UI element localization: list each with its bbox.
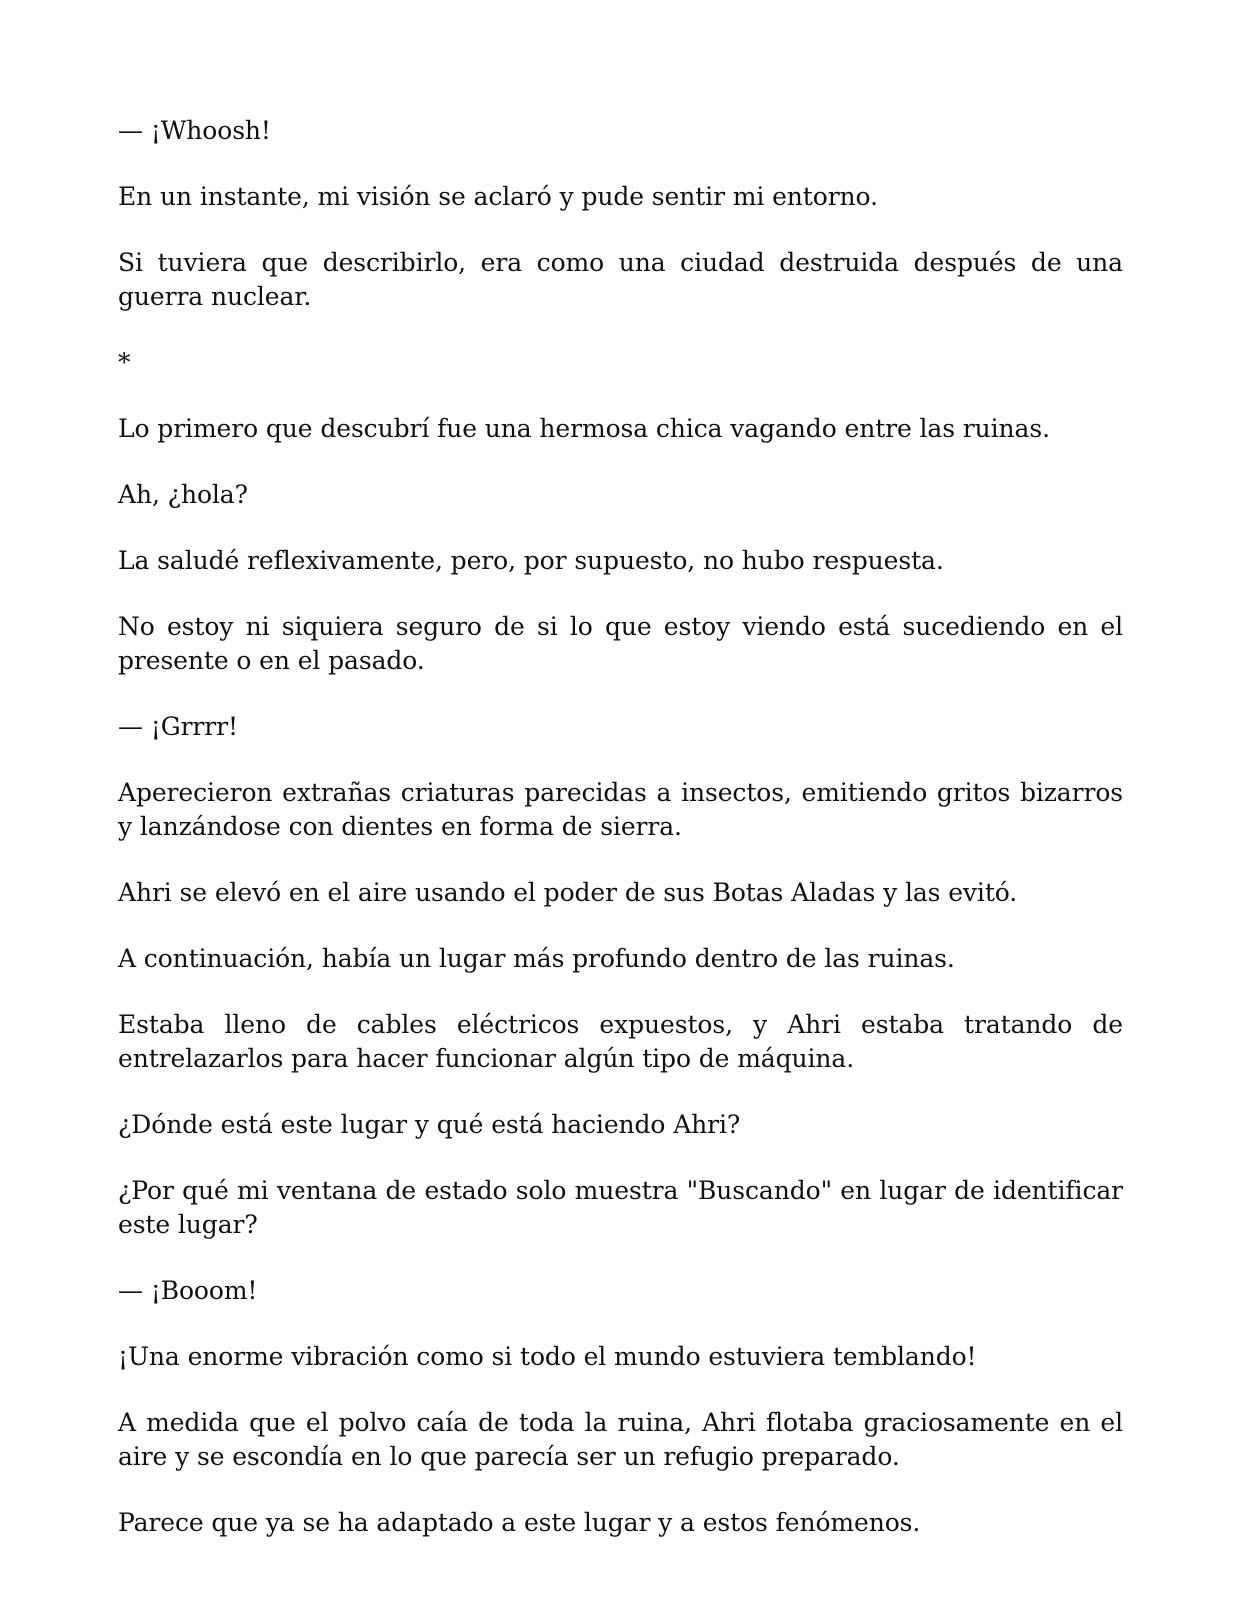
paragraph: Estaba lleno de cables eléctricos expuestos, y Ahri estaba tratando de entrelazarlos para hacer funcionar algún tipo de máquina. [118, 1010, 1123, 1073]
paragraph: En un instante, mi visión se aclaró y pude sentir mi entorno. [118, 182, 878, 211]
paragraph: Aperecieron extrañas criaturas parecidas a insectos, emitiendo gritos bizarros y lanzándose con dientes en forma de sierra. [118, 778, 1123, 841]
paragraph: Ah, ¿hola? [118, 480, 248, 509]
paragraph: Parece que ya se ha adaptado a este lugar y a estos fenómenos. [118, 1508, 921, 1537]
paragraph: La saludé reflexivamente, pero, por supuesto, no hubo respuesta. [118, 546, 944, 575]
paragraph: Ahri se elevó en el aire usando el poder de sus Botas Aladas y las evitó. [118, 878, 1018, 907]
paragraph: No estoy ni siquiera seguro de si lo que estoy viendo está sucediendo en el presente o en el pasado. [118, 612, 1123, 675]
paragraph: Lo primero que descubrí fue una hermosa chica vagando entre las ruinas. [118, 414, 1050, 443]
paragraph-booom: — ¡Booom! [118, 1276, 258, 1305]
paragraph-grrrr: — ¡Grrrr! [118, 712, 238, 741]
paragraph-whoosh: — ¡Whoosh! [118, 116, 271, 145]
document-body [118, 114, 1123, 1540]
paragraph: A medida que el polvo caía de toda la ruina, Ahri flotaba graciosamente en el aire y se escondía en lo que parecía ser un refugio preparado. [118, 1408, 1123, 1471]
paragraph: Si tuviera que describirlo, era como una ciudad destruida después de una guerra nuclear. [118, 248, 1123, 311]
paragraph: ¿Dónde está este lugar y qué está haciendo Ahri? [118, 1110, 741, 1139]
paragraph: ¿Por qué mi ventana de estado solo muestra "Buscando" en lugar de identificar este lugar? [118, 1176, 1123, 1239]
paragraph: A continuación, había un lugar más profundo dentro de las ruinas. [118, 944, 955, 973]
scene-break: * [118, 348, 131, 377]
paragraph: ¡Una enorme vibración como si todo el mundo estuviera temblando! [118, 1342, 977, 1371]
